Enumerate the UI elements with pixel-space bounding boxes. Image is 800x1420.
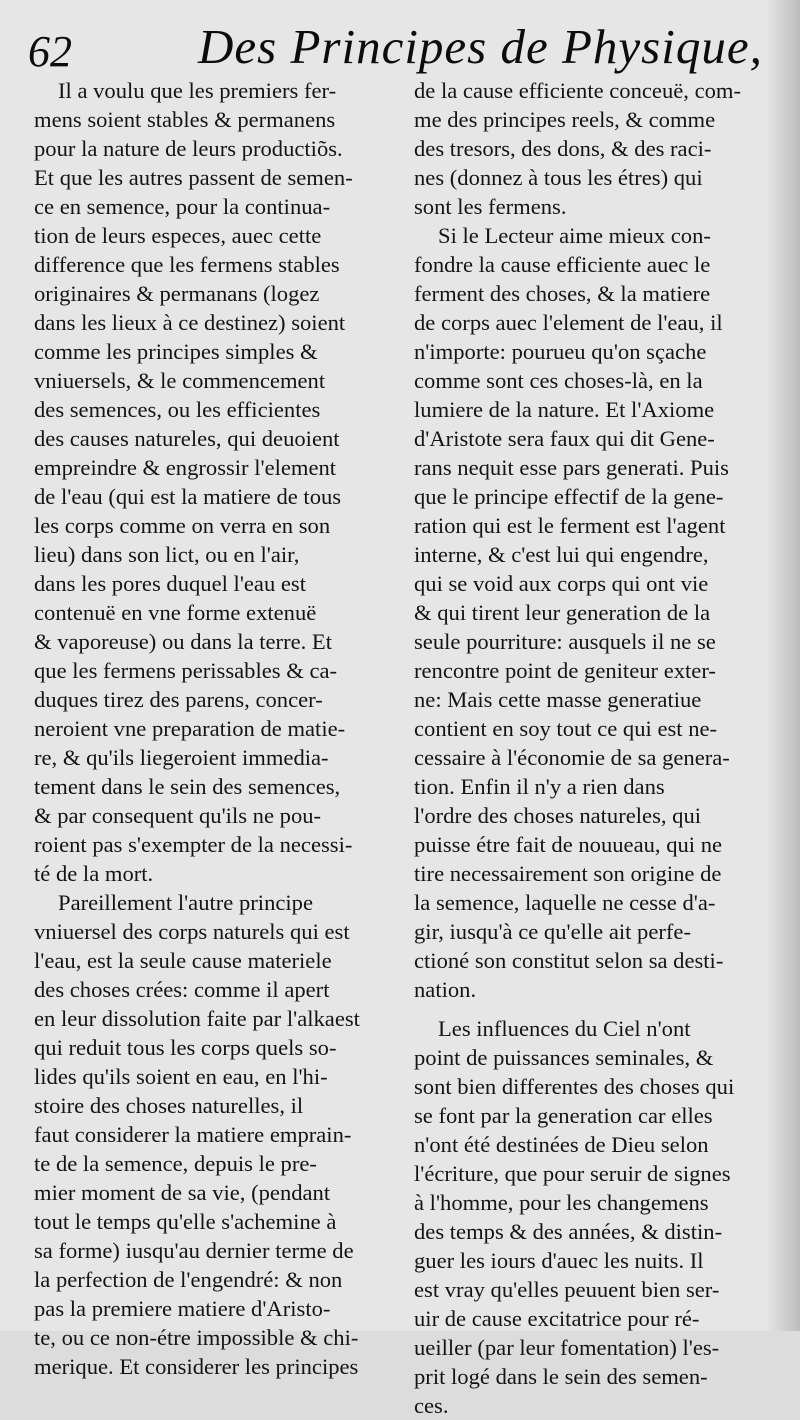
text-line: lumiere de la nature. Et l'Axiome — [414, 397, 715, 422]
text-line: que le principe effectif de la gene- — [414, 484, 724, 509]
text-line: pas la premiere matiere d'Aristo- — [34, 1296, 331, 1321]
text-line: sont bien differentes des choses qui — [414, 1074, 735, 1099]
text-line: la perfection de l'engendré: & non — [34, 1267, 343, 1292]
text-line: té de la mort. — [34, 861, 154, 886]
text-line: des tresors, des dons, & des raci- — [414, 136, 712, 161]
text-line: des choses crées: comme il apert — [34, 977, 330, 1002]
text-line: prit logé dans le sein des semen- — [414, 1364, 708, 1389]
text-line: vniuersels, & le commencement — [34, 368, 326, 393]
text-line: rans nequit esse pars generati. Puis — [414, 455, 729, 480]
text-line: tion. Enfin il n'y a rien dans — [414, 774, 665, 799]
text-line: te de la semence, depuis le pre- — [34, 1151, 317, 1176]
text-line: sont les fermens. — [414, 194, 567, 219]
text-line: en leur dissolution faite par l'alkaest — [34, 1006, 360, 1031]
text-line: fondre la cause efficiente auec le — [414, 252, 711, 277]
text-line: & par consequent qu'ils ne pou- — [34, 803, 322, 828]
left-column — [34, 76, 392, 1381]
text-line: qui reduit tous les corps quels so- — [34, 1035, 337, 1060]
text-line: seule pourriture: ausquels il ne se — [414, 629, 716, 654]
text-line: l'écriture, que pour seruir de signes — [414, 1161, 731, 1186]
text-line: contenuë en vne forme extenuë — [34, 600, 317, 625]
text-line: à l'homme, pour les changemens — [414, 1190, 709, 1215]
text-line: puisse étre fait de nouueau, qui ne — [414, 832, 723, 857]
text-line: Il a voulu que les premiers fer- — [58, 78, 337, 103]
text-line: est vray qu'elles peuuent bien ser- — [414, 1277, 720, 1302]
text-line: uir de cause excitatrice pour ré- — [414, 1306, 700, 1331]
text-line: gir, iusqu'à ce qu'elle ait perfe- — [414, 919, 691, 944]
text-line: stoire des choses naturelles, il — [34, 1093, 304, 1118]
text-line: empreindre & engrossir l'element — [34, 455, 337, 480]
text-line: dans les lieux à ce destinez) soient — [34, 310, 346, 335]
text-line: comme sont ces choses-là, en la — [414, 368, 703, 393]
text-line: se font par la generation car elles — [414, 1103, 713, 1128]
text-line: ferment des choses, & la matiere — [414, 281, 711, 306]
text-line: tout le temps qu'elle s'achemine à — [34, 1209, 337, 1234]
text-line: & vaporeuse) ou dans la terre. Et — [34, 629, 332, 654]
page-header — [0, 0, 800, 80]
text-line: ne: Mais cette masse generatiue — [414, 687, 702, 712]
text-line: n'importe: pourueu qu'on sçache — [414, 339, 707, 364]
text-line: nes (donnez à tous les étres) qui — [414, 165, 703, 190]
text-line: duques tirez des parens, concer- — [34, 687, 323, 712]
running-title: Des Principes de Physique, — [198, 19, 763, 74]
text-line: n'ont été destinées de Dieu selon — [414, 1132, 709, 1157]
text-line: que les fermens perissables & ca- — [34, 658, 338, 683]
text-line: mens soient stables & permanens — [34, 107, 336, 132]
text-line: cessaire à l'économie de sa genera- — [414, 745, 730, 770]
text-line: merique. Et considerer les principes — [34, 1354, 359, 1379]
page-number: 62 — [28, 27, 72, 76]
text-line: dans les pores duquel l'eau est — [34, 571, 306, 596]
text-line: mier moment de sa vie, (pendant — [34, 1180, 331, 1205]
text-line: les corps comme on verra en son — [34, 513, 331, 538]
text-line: Pareillement l'autre principe — [58, 890, 314, 915]
text-line: comme les principes simples & — [34, 339, 318, 364]
text-line: pour la nature de leurs productiõs. — [34, 136, 343, 161]
text-line: lides qu'ils soient en eau, en l'hi- — [34, 1064, 328, 1089]
text-line: des temps & des années, & distin- — [414, 1219, 723, 1244]
text-line: Les influences du Ciel n'ont — [438, 1016, 691, 1041]
text-line: guer les iours d'auec les nuits. Il — [414, 1248, 704, 1273]
text-line: point de puissances seminales, & — [414, 1045, 714, 1070]
text-line: l'ordre des choses natureles, qui — [414, 803, 702, 828]
text-line: lieu) dans son lict, ou en l'air, — [34, 542, 300, 567]
text-line: & qui tirent leur generation de la — [414, 600, 711, 625]
text-line: originaires & permanans (logez — [34, 281, 320, 306]
text-line: ce en semence, pour la continua- — [34, 194, 331, 219]
text-line: roient pas s'exempter de la necessi- — [34, 832, 353, 857]
text-line: contient en soy tout ce qui est ne- — [414, 716, 718, 741]
text-line: ueiller (par leur fomentation) l'es- — [414, 1335, 720, 1360]
text-line: Si le Lecteur aime mieux con- — [438, 223, 711, 248]
text-line: interne, & c'est lui qui engendre, — [414, 542, 709, 567]
text-line: ctioné son constitut selon sa desti- — [414, 948, 724, 973]
text-line: Et que les autres passent de semen- — [34, 165, 353, 190]
text-line: vniuersel des corps naturels qui est — [34, 919, 350, 944]
text-line: d'Aristote sera faux qui dit Gene- — [414, 426, 715, 451]
text-line: neroient vne preparation de matie- — [34, 716, 346, 741]
text-line: nation. — [414, 977, 477, 1002]
right-column — [414, 76, 766, 1420]
text-line: qui se void aux corps qui ont vie — [414, 571, 709, 596]
text-line: te, ou ce non-étre impossible & chi- — [34, 1325, 359, 1350]
text-line: faut considerer la matiere emprain- — [34, 1122, 352, 1147]
text-line: ces. — [414, 1393, 449, 1418]
text-line: tion de leurs especes, auec cette — [34, 223, 322, 248]
text-line: de corps auec l'element de l'eau, il — [414, 310, 723, 335]
text-line: la semence, laquelle ne cesse d'a- — [414, 890, 716, 915]
paragraph-gap — [414, 1004, 766, 1014]
text-line: tement dans le sein des semences, — [34, 774, 341, 799]
text-line: des causes natureles, qui deuoient — [34, 426, 340, 451]
text-line: de la cause efficiente conceuë, com- — [414, 78, 742, 103]
text-line: me des principes reels, & comme — [414, 107, 716, 132]
text-line: l'eau, est la seule cause materiele — [34, 948, 332, 973]
text-line: ration qui est le ferment est l'agent — [414, 513, 726, 538]
text-line: rencontre point de geniteur exter- — [414, 658, 716, 683]
text-line: difference que les fermens stables — [34, 252, 340, 277]
text-line: des semences, ou les efficientes — [34, 397, 321, 422]
text-line: tire necessairement son origine de — [414, 861, 722, 886]
text-line: de l'eau (qui est la matiere de tous — [34, 484, 342, 509]
text-line: sa forme) iusqu'au dernier terme de — [34, 1238, 354, 1263]
text-line: re, & qu'ils liegeroient immedia- — [34, 745, 329, 770]
page-edge-shadow — [766, 0, 800, 1331]
